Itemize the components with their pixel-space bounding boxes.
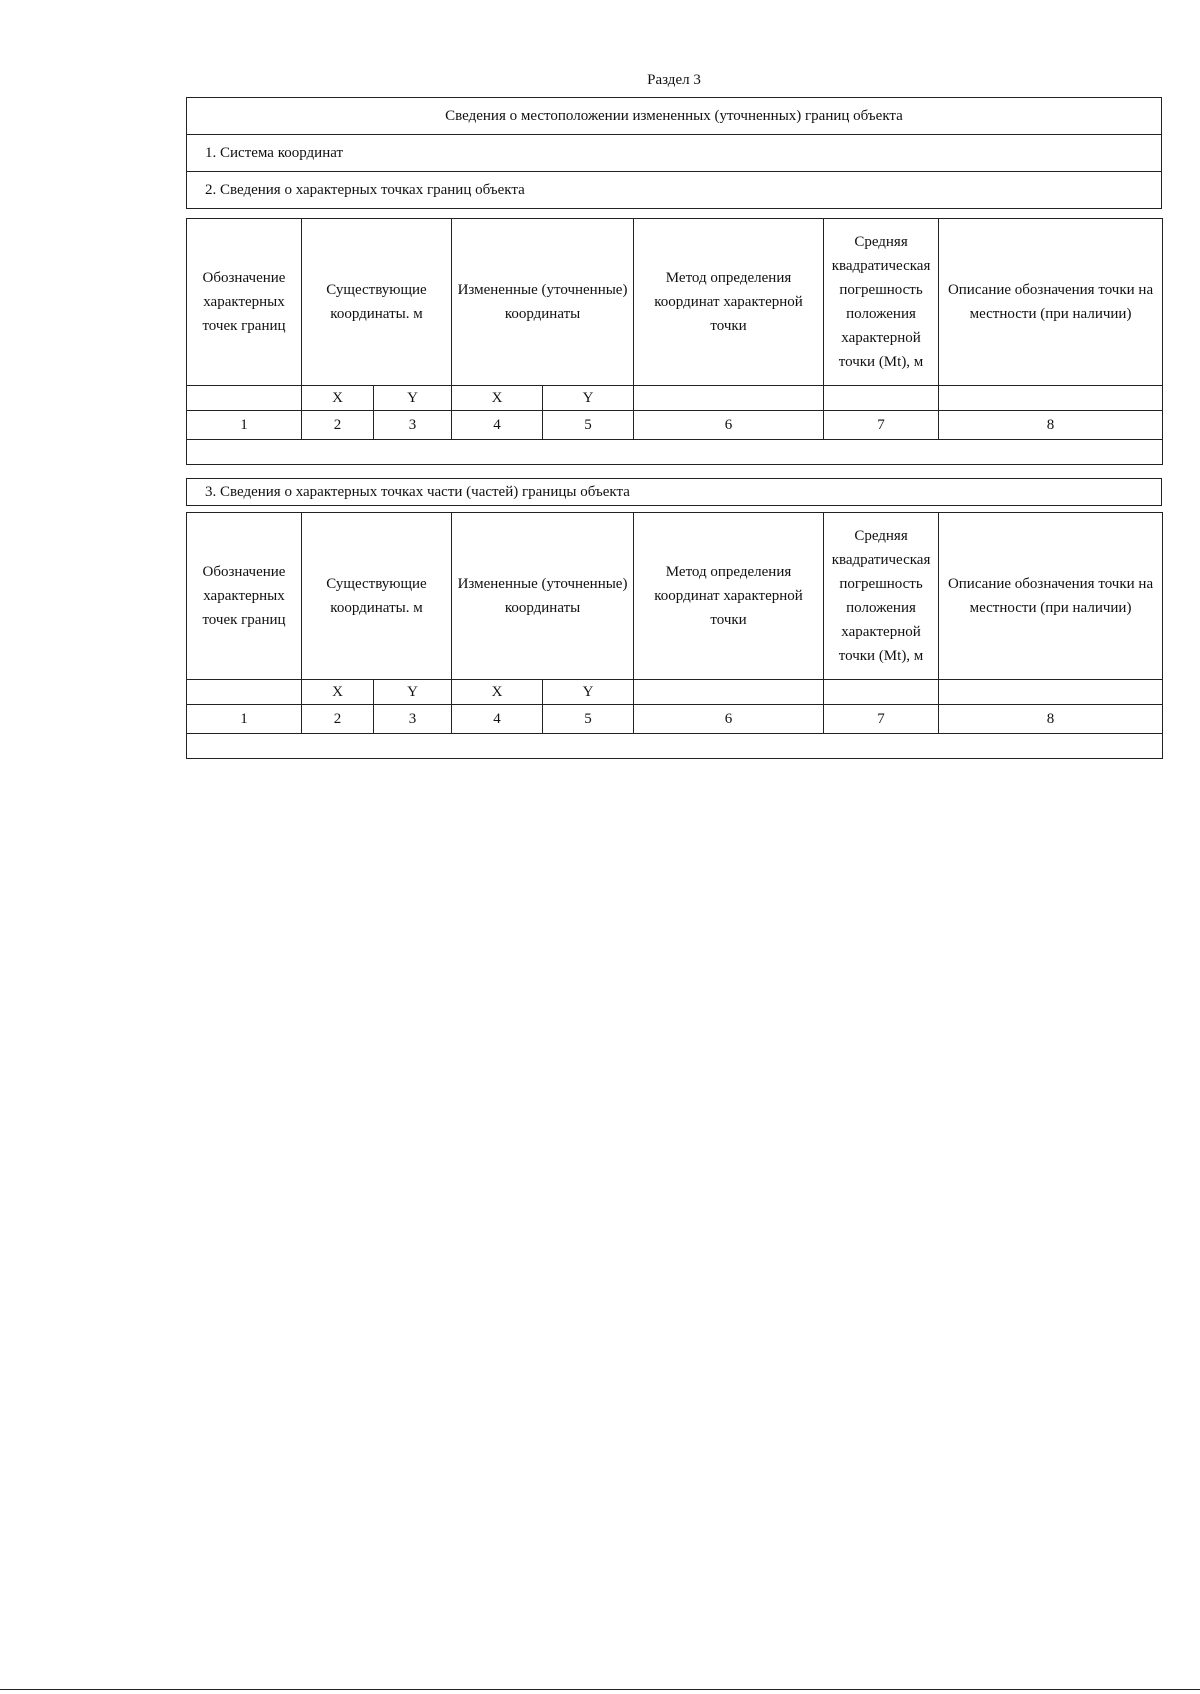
- part-boundary-points-label: 3. Сведения о характерных точках части (частей) границы объекта: [186, 478, 1162, 506]
- part-boundary-points-table: [186, 512, 1163, 759]
- column-number: 6: [634, 411, 824, 440]
- column-number-row: [187, 705, 1163, 734]
- column-number: 1: [187, 705, 302, 734]
- bottom-rule: [0, 1689, 1200, 1690]
- header-point-designation: Обозначение характерных точек границ: [187, 219, 302, 386]
- empty-cell: [939, 386, 1163, 411]
- empty-cell: [939, 680, 1163, 705]
- column-number: 5: [543, 705, 634, 734]
- header-method: Метод определения координат характерной точки: [634, 513, 824, 680]
- header-existing-coords: Существующие координаты. м: [302, 219, 452, 386]
- y-label: Y: [543, 386, 634, 411]
- column-number: 8: [939, 705, 1163, 734]
- empty-cell: [824, 386, 939, 411]
- header-method: Метод определения координат характерной точки: [634, 219, 824, 386]
- x-label: X: [452, 680, 543, 705]
- empty-data-cell: [187, 440, 1163, 465]
- y-label: Y: [543, 680, 634, 705]
- header-description: Описание обозначения точки на местности (при наличии): [939, 219, 1163, 386]
- table-header-row: [187, 219, 1163, 386]
- section-heading: Сведения о местоположении измененных (уточненных) границ объекта: [187, 98, 1161, 135]
- column-number: 6: [634, 705, 824, 734]
- coordinate-system-label: 1. Система координат: [187, 135, 1161, 172]
- header-point-designation: Обозначение характерных точек границ: [187, 513, 302, 680]
- empty-cell: [187, 680, 302, 705]
- header-mean-error: Средняя квадратическая погрешность положения характерной точки (Mt), м: [824, 513, 939, 680]
- column-number: 7: [824, 705, 939, 734]
- x-label: X: [452, 386, 543, 411]
- column-number: 4: [452, 705, 543, 734]
- column-number: 1: [187, 411, 302, 440]
- table-header-row: [187, 513, 1163, 680]
- header-description: Описание обозначения точки на местности (при наличии): [939, 513, 1163, 680]
- column-number: 8: [939, 411, 1163, 440]
- column-number: 4: [452, 411, 543, 440]
- empty-cell: [634, 386, 824, 411]
- empty-cell: [824, 680, 939, 705]
- empty-data-row: [187, 734, 1163, 759]
- section-title: Раздел 3: [647, 72, 701, 88]
- empty-cell: [187, 386, 302, 411]
- header-changed-coords: Измененные (уточненные) координаты: [452, 513, 634, 680]
- empty-cell: [634, 680, 824, 705]
- y-label: Y: [374, 680, 452, 705]
- column-number: 3: [374, 411, 452, 440]
- empty-data-cell: [187, 734, 1163, 759]
- x-label: X: [302, 680, 374, 705]
- x-label: X: [302, 386, 374, 411]
- column-number: 3: [374, 705, 452, 734]
- xy-row: [187, 680, 1163, 705]
- header-box: [186, 97, 1162, 209]
- header-changed-coords: Измененные (уточненные) координаты: [452, 219, 634, 386]
- column-number: 2: [302, 411, 374, 440]
- header-existing-coords: Существующие координаты. м: [302, 513, 452, 680]
- boundary-points-table: [186, 218, 1163, 465]
- column-number: 5: [543, 411, 634, 440]
- xy-row: [187, 386, 1163, 411]
- empty-data-row: [187, 440, 1163, 465]
- column-number: 7: [824, 411, 939, 440]
- column-number-row: [187, 411, 1163, 440]
- column-number: 2: [302, 705, 374, 734]
- y-label: Y: [374, 386, 452, 411]
- header-mean-error: Средняя квадратическая погрешность положения характерной точки (Mt), м: [824, 219, 939, 386]
- boundary-points-label: 2. Сведения о характерных точках границ объекта: [205, 182, 525, 198]
